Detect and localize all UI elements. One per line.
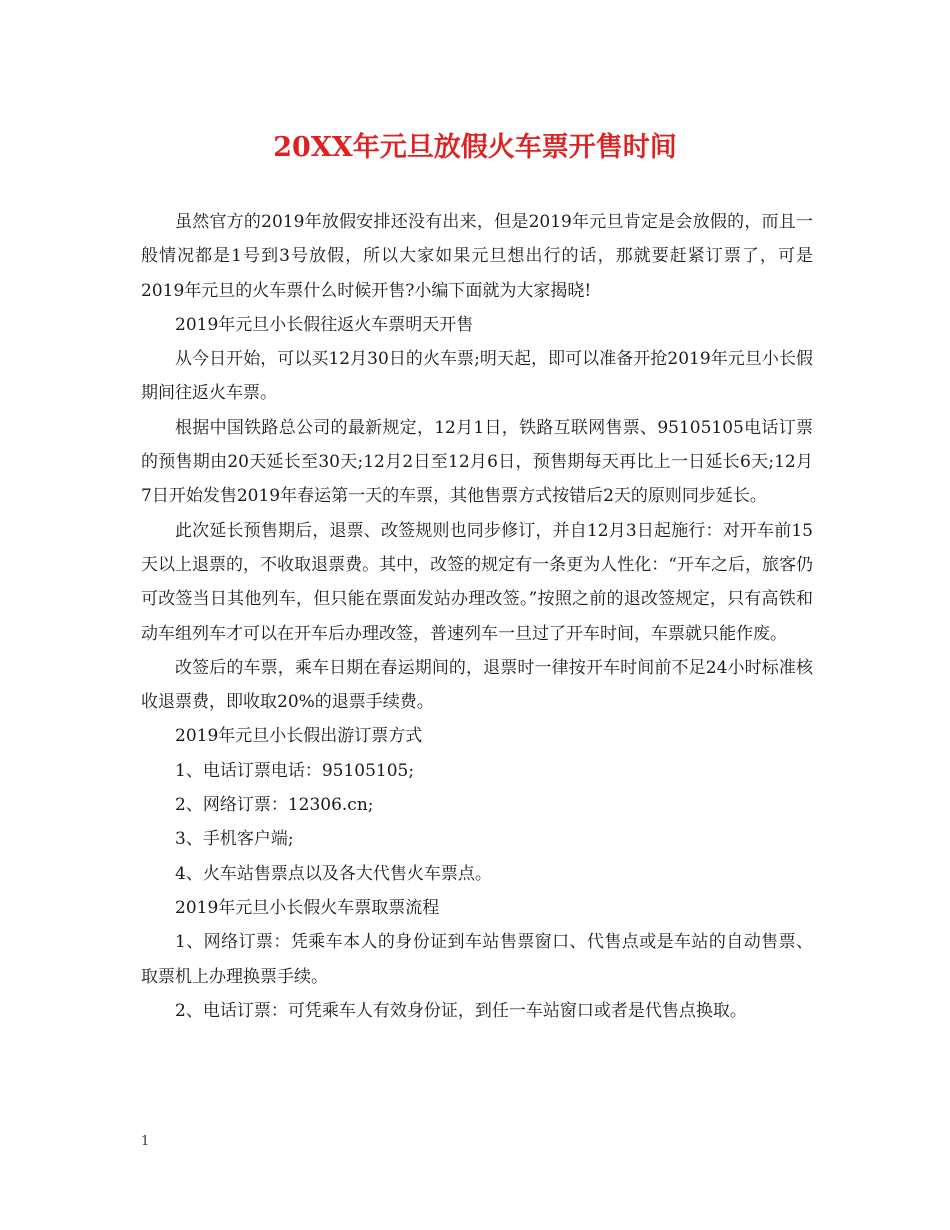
- paragraph: 此次延长预售期后，退票、改签规则也同步修订，并自12月3日起施行：对开车前15天以上退票的，不收取退票费。其中，改签的规定有一条更为人性化：“开车之后，旅客仍可改签当日其他列车，但只能在票面发站办理改签。”按照之前的退改签规定，只有高铁和动车组列车才可以在开车后办理改签，普速列车一旦过了开车时间，车票就只能作废。: [141, 520, 813, 644]
- list-item: 4、火车站售票点以及各大代售火车票点。: [175, 863, 492, 884]
- page-number: 1: [141, 1134, 150, 1149]
- paragraph-heading-pickup: 2019年元旦小长假火车票取票流程: [175, 897, 440, 918]
- paragraph-intro: 虽然官方的2019年放假安排还没有出来，但是2019年元旦肯定是会放假的，而且一般情况都是1号到3号放假，所以大家如果元旦想出行的话，那就要赶紧订票了，可是2019年元旦的火车票什么时候开售?小编下面就为大家揭晓!: [141, 212, 813, 301]
- document-body: [141, 205, 813, 1028]
- list-item: 3、手机客户端;: [175, 829, 294, 850]
- paragraph: 根据中国铁路总公司的最新规定，12月1日，铁路互联网售票、95105105电话订票的预售期由20天延长至30天;12月2日至12月6日，预售期每天再比上一日延长6天;12月7日开始发售2019年春运第一天的车票，其他售票方式按错后2天的原则同步延长。: [141, 417, 813, 507]
- paragraph-heading-booking: 2019年元旦小长假出游订票方式: [175, 726, 423, 747]
- list-item: 1、电话订票电话：95105105;: [175, 760, 415, 781]
- paragraph: 从今日开始，可以买12月30日的火车票;明天起，即可以准备开抢2019年元旦小长假期间往返火车票。: [141, 349, 813, 404]
- list-item: 2、电话订票：可凭乘车人有效身份证，到任一车站窗口或者是代售点换取。: [175, 1000, 747, 1021]
- list-item: 2、网络订票：12306.cn;: [175, 795, 374, 816]
- list-item: 1、网络订票：凭乘车本人的身份证到车站售票窗口、代售点或是车站的自动售票、取票机上办理换票手续。: [141, 932, 813, 987]
- document-title: 20XX年元旦放假火车票开售时间: [273, 132, 677, 163]
- paragraph-heading-sale: 2019年元旦小长假往返火车票明天开售: [175, 314, 474, 335]
- paragraph: 改签后的车票，乘车日期在春运期间的，退票时一律按开车时间前不足24小时标准核收退票费，即收取20%的退票手续费。: [141, 657, 813, 713]
